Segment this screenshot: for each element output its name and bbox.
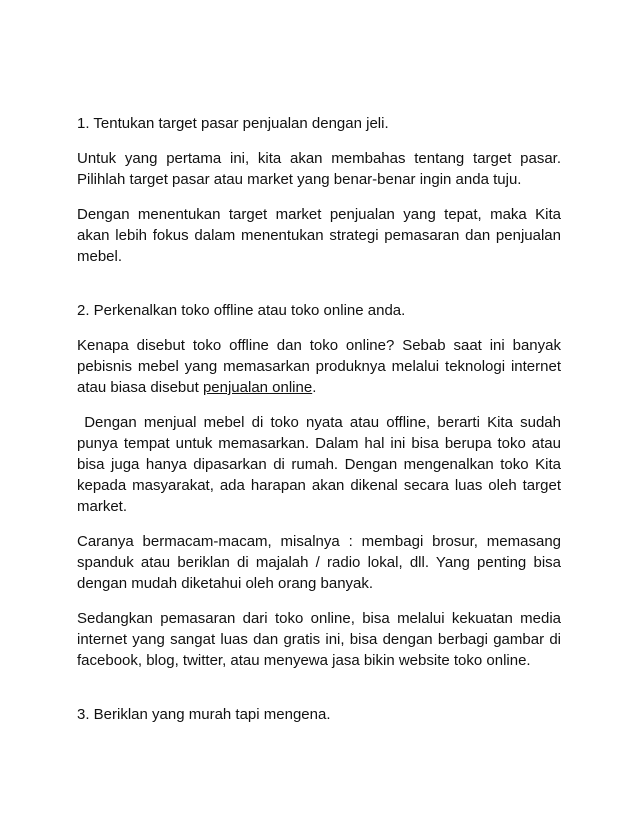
section-2-paragraph-1-text: Kenapa disebut toko offline dan toko online? Sebab saat ini banyak pebisnis mebel yang memasarkan produknya melalui teknologi internet atau biasa disebut — [77, 337, 561, 396]
section-2-paragraph-1 — [77, 335, 561, 398]
section-2-paragraph-2: Dengan menjual mebel di toko nyata atau offline, berarti Kita sudah punya tempat untuk memasarkan. Dalam hal ini bisa berupa toko atau bisa juga hanya dipasarkan di rumah. Dengan mengenalkan toko Kita kepada masyarakat, ada harapan akan dikenal secara luas oleh target market. — [77, 414, 566, 515]
section-3-heading: 3. Beriklan yang murah tapi mengena. — [77, 706, 331, 723]
section-1-paragraph-2: Dengan menentukan target market penjualan yang tepat, maka Kita akan lebih fokus dalam menentukan strategi pemasaran dan penjualan mebel. — [77, 206, 561, 265]
section-1-heading: 1. Tentukan target pasar penjualan dengan jeli. — [77, 115, 389, 132]
section-2-paragraph-4: Sedangkan pemasaran dari toko online, bisa melalui kekuatan media internet yang sangat luas dan gratis ini, bisa dengan berbagi gambar di facebook, blog, twitter, atau menyewa jasa bikin website toko online. — [77, 610, 561, 669]
section-2-heading: 2. Perkenalkan toko offline atau toko online anda. — [77, 302, 406, 319]
document-page — [77, 113, 566, 725]
penjualan-online-link[interactable]: penjualan online — [202, 379, 313, 396]
section-2-paragraph-1-end: . — [312, 379, 317, 396]
section-2-paragraph-3: Caranya bermacam-macam, misalnya : membagi brosur, memasang spanduk atau beriklan di majalah / radio lokal, dll. Yang penting bisa dengan mudah diketahui oleh orang banyak. — [77, 533, 561, 592]
section-1-paragraph-1: Untuk yang pertama ini, kita akan membahas tentang target pasar. Pilihlah target pasar atau market yang benar-benar ingin anda tuju. — [77, 150, 561, 188]
